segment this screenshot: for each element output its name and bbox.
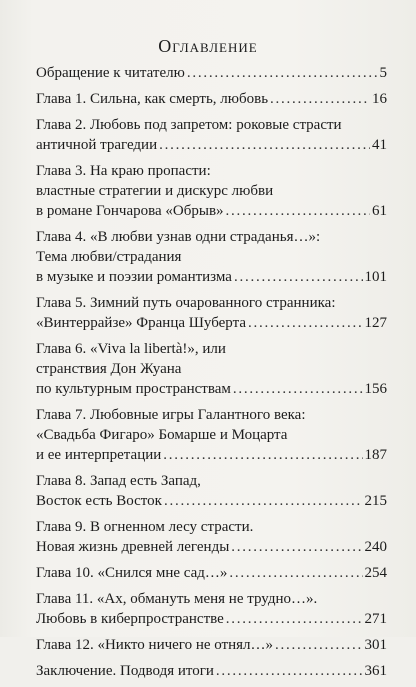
toc-entry-line: «Свадьба Фигаро» Бомарше и Моцарта xyxy=(36,427,288,443)
toc-entry-last-line xyxy=(36,491,387,511)
toc-entry-last-line xyxy=(36,563,387,583)
page-number: 361 xyxy=(364,663,387,679)
dot-leader xyxy=(231,537,362,557)
table-of-contents xyxy=(36,63,387,687)
dot-leader xyxy=(226,609,363,629)
page-number: 215 xyxy=(364,493,387,509)
dot-leader xyxy=(159,135,370,155)
toc-entry-last-line xyxy=(36,313,387,333)
page-number: 254 xyxy=(364,565,387,581)
dot-leader xyxy=(216,661,363,681)
dot-leader xyxy=(226,201,370,221)
toc-entry-last-line xyxy=(36,635,387,655)
toc-entry-text: Любовь в киберпространстве xyxy=(36,611,224,627)
toc-entry-text: Глава 12. «Никто ничего не отнял…» xyxy=(36,637,274,653)
toc-entry xyxy=(36,471,387,511)
dot-leader xyxy=(275,635,362,655)
toc-entry-line: Глава 9. В огненном лесу страсти. xyxy=(36,519,254,535)
toc-entry-text: Новая жизнь древней легенды xyxy=(36,539,230,555)
toc-entry-last-line xyxy=(36,445,387,465)
toc-entry-line: Глава 7. Любовные игры Галантного века: xyxy=(36,407,306,423)
toc-entry-last-line xyxy=(36,609,387,629)
dot-leader xyxy=(187,63,378,83)
dot-leader xyxy=(248,313,363,333)
toc-entry xyxy=(36,517,387,557)
toc-entry-last-line xyxy=(36,661,387,681)
toc-entry-line: Глава 5. Зимний путь очарованного странника: xyxy=(36,295,336,311)
toc-entry-last-line xyxy=(36,267,387,287)
toc-entry-last-line xyxy=(36,135,387,155)
toc-entry-last-line xyxy=(36,63,387,83)
toc-entry-text: Обращение к читателю xyxy=(36,65,185,81)
toc-entry-text: в романе Гончарова «Обрыв» xyxy=(36,203,224,219)
toc-entry xyxy=(36,339,387,399)
toc-entry xyxy=(36,635,387,655)
page-number: 5 xyxy=(379,65,387,81)
toc-entry xyxy=(36,227,387,287)
toc-entry-text: «Винтеррайзе» Франца Шуберта xyxy=(36,315,246,331)
toc-entry xyxy=(36,161,387,221)
toc-entry-line: Глава 4. «В любви узнав одни страданья…»: xyxy=(36,229,321,245)
dot-leader xyxy=(270,89,370,109)
toc-entry-text: в музыке и поэзии романтизма xyxy=(36,269,232,285)
dot-leader xyxy=(233,379,363,399)
toc-entry-line: Глава 6. «Viva la libertà!», или xyxy=(36,341,226,357)
page-number: 101 xyxy=(364,269,387,285)
toc-entry xyxy=(36,589,387,629)
toc-entry-text: Глава 10. «Снился мне сад…» xyxy=(36,565,228,581)
page-number: 301 xyxy=(364,637,387,653)
toc-entry xyxy=(36,405,387,465)
page-number: 240 xyxy=(364,539,387,555)
page-number: 156 xyxy=(364,381,387,397)
page-number: 16 xyxy=(372,91,387,107)
toc-entry-line: Глава 2. Любовь под запретом: роковые страсти xyxy=(36,117,342,133)
page-number: 41 xyxy=(372,137,387,153)
page-number: 127 xyxy=(364,315,387,331)
toc-entry xyxy=(36,563,387,583)
toc-entry-last-line xyxy=(36,537,387,557)
page-number: 61 xyxy=(372,203,387,219)
toc-entry-line: властные стратегии и дискурс любви xyxy=(36,183,274,199)
toc-entry-text: Восток есть Восток xyxy=(36,493,162,509)
toc-entry-text: античной трагедии xyxy=(36,137,158,153)
toc-entry-text: и ее интерпретации xyxy=(36,447,162,463)
dot-leader xyxy=(229,563,362,583)
toc-entry-last-line xyxy=(36,379,387,399)
toc-entry xyxy=(36,63,387,83)
toc-entry xyxy=(36,115,387,155)
toc-entry xyxy=(36,89,387,109)
toc-entry-line: странствия Дон Жуана xyxy=(36,361,182,377)
dot-leader xyxy=(164,491,363,511)
toc-entry-last-line xyxy=(36,201,387,221)
toc-entry-line: Тема любви/страдания xyxy=(36,249,182,265)
toc-entry xyxy=(36,293,387,333)
toc-entry-line: Глава 3. На краю пропасти: xyxy=(36,163,211,179)
dot-leader xyxy=(234,267,363,287)
dot-leader xyxy=(163,445,362,465)
toc-entry-text: Глава 1. Сильна, как смерть, любовь xyxy=(36,91,269,107)
toc-entry-text: по культурным пространствам xyxy=(36,381,231,397)
toc-entry-last-line xyxy=(36,89,387,109)
page-number: 271 xyxy=(364,611,387,627)
toc-entry-text: Заключение. Подводя итоги xyxy=(36,663,214,679)
toc-entry-line: Глава 11. «Ах, обмануть меня не трудно…». xyxy=(36,591,318,607)
page-title: Оглавление xyxy=(158,36,258,56)
page-number: 187 xyxy=(364,447,387,463)
toc-entry xyxy=(36,661,387,681)
toc-entry-line: Глава 8. Запад есть Запад, xyxy=(36,473,201,489)
